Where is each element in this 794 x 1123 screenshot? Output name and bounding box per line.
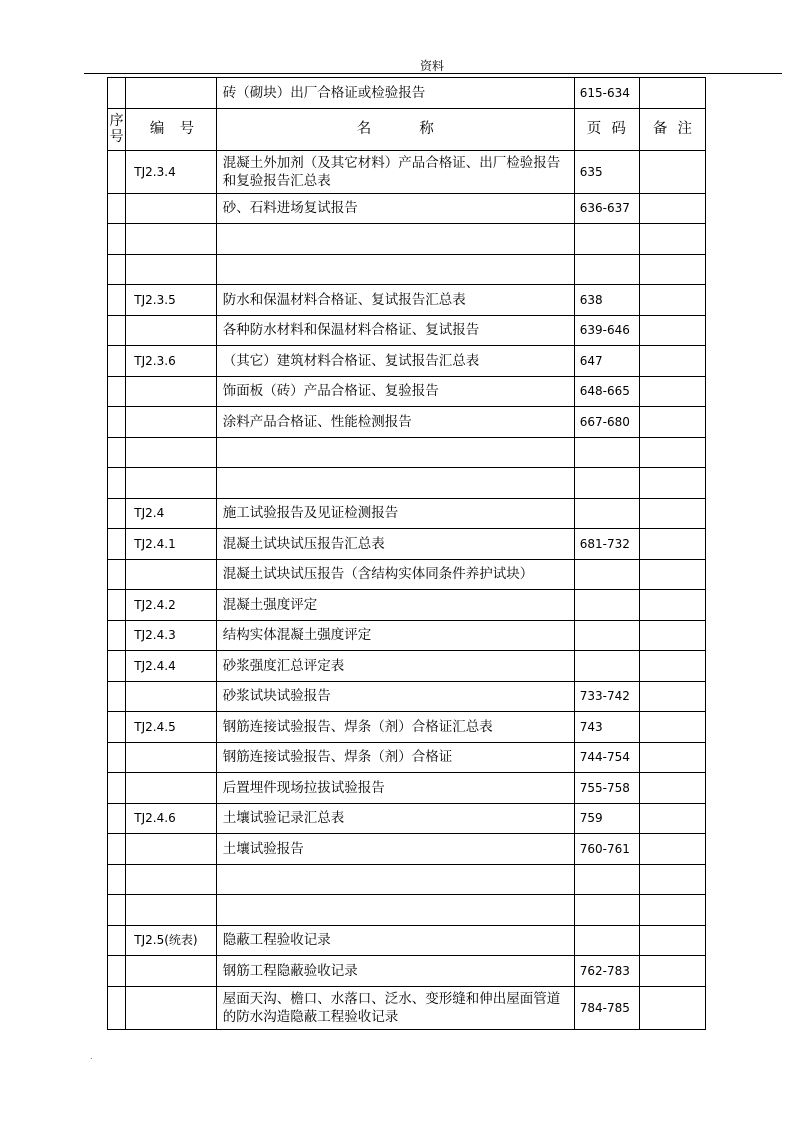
- note-cell: [639, 742, 705, 773]
- name-cell: [216, 224, 574, 255]
- table-row: [108, 498, 706, 529]
- seq-cell: [108, 742, 126, 773]
- table-row: [108, 437, 706, 468]
- seq-cell: [108, 78, 126, 109]
- name-cell: 结构实体混凝土强度评定: [216, 620, 574, 651]
- code-cell: [126, 376, 217, 407]
- table-body: [108, 78, 706, 1030]
- seq-cell: [108, 559, 126, 590]
- header-seq-line2: 号: [109, 129, 124, 145]
- table-row: [108, 346, 706, 377]
- table-row-top: [108, 78, 706, 109]
- note-cell: [639, 712, 705, 743]
- seq-cell: [108, 590, 126, 621]
- header-name-b: 称: [419, 121, 434, 137]
- table-row: [108, 529, 706, 560]
- code-cell: [126, 315, 217, 346]
- name-cell: [216, 437, 574, 468]
- note-cell: [639, 681, 705, 712]
- table-row: [108, 559, 706, 590]
- name-cell: [216, 468, 574, 499]
- code-cell: TJ2.5(统表): [126, 925, 217, 956]
- note-cell: [639, 315, 705, 346]
- seq-cell: [108, 925, 126, 956]
- table-header-row: [108, 108, 706, 150]
- seq-cell: [108, 437, 126, 468]
- seq-cell: [108, 150, 126, 193]
- header-note: [639, 108, 705, 150]
- page-cell: [574, 559, 639, 590]
- name-cell: 土壤试验记录汇总表: [216, 803, 574, 834]
- table-row: [108, 712, 706, 743]
- page-cell: [574, 620, 639, 651]
- code-cell: [126, 986, 217, 1029]
- seq-cell: [108, 956, 126, 987]
- note-cell: [639, 193, 705, 224]
- table-row: [108, 742, 706, 773]
- header-code: [126, 108, 217, 150]
- note-cell: [639, 559, 705, 590]
- name-cell: 隐蔽工程验收记录: [216, 925, 574, 956]
- name-cell: 钢筋连接试验报告、焊条（剂）合格证: [216, 742, 574, 773]
- code-cell: [126, 78, 217, 109]
- table-row: [108, 193, 706, 224]
- name-cell: [216, 895, 574, 926]
- note-cell: [639, 346, 705, 377]
- name-cell: 混凝土试块试压报告汇总表: [216, 529, 574, 560]
- name-cell: 砖（砌块）出厂合格证或检验报告: [216, 78, 574, 109]
- code-cell: [126, 742, 217, 773]
- seq-cell: [108, 498, 126, 529]
- seq-cell: [108, 285, 126, 316]
- name-cell: 土壤试验报告: [216, 834, 574, 865]
- header-page-b: 码: [611, 121, 626, 137]
- table-row: [108, 620, 706, 651]
- table-row: [108, 681, 706, 712]
- table-row: [108, 315, 706, 346]
- code-cell: [126, 254, 217, 285]
- table-row: [108, 864, 706, 895]
- note-cell: [639, 834, 705, 865]
- page-cell: 744-754: [574, 742, 639, 773]
- code-cell: [126, 437, 217, 468]
- name-cell: 屋面天沟、檐口、水落口、泛水、变形缝和伸出屋面管道的防水沟造隐蔽工程验收记录: [216, 986, 574, 1029]
- note-cell: [639, 651, 705, 682]
- table-row: [108, 468, 706, 499]
- code-cell: [126, 224, 217, 255]
- table-row: [108, 407, 706, 438]
- code-cell: TJ2.4.5: [126, 712, 217, 743]
- page-cell: 647: [574, 346, 639, 377]
- name-cell: 后置埋件现场拉拔试验报告: [216, 773, 574, 804]
- name-cell: 砂浆试块试验报告: [216, 681, 574, 712]
- page-cell: [574, 468, 639, 499]
- code-cell: [126, 468, 217, 499]
- header-code-a: 编: [149, 121, 165, 137]
- header-page: [574, 108, 639, 150]
- page-cell: 681-732: [574, 529, 639, 560]
- note-cell: [639, 956, 705, 987]
- code-cell: TJ2.4: [126, 498, 217, 529]
- seq-cell: [108, 468, 126, 499]
- footer-mark: .: [90, 1052, 93, 1061]
- note-cell: [639, 925, 705, 956]
- code-cell: [126, 834, 217, 865]
- code-cell: [126, 864, 217, 895]
- name-cell: 钢筋工程隐蔽验收记录: [216, 956, 574, 987]
- table-row: [108, 895, 706, 926]
- page-cell: 784-785: [574, 986, 639, 1029]
- name-cell: （其它）建筑材料合格证、复试报告汇总表: [216, 346, 574, 377]
- table-row: [108, 925, 706, 956]
- name-cell: [216, 864, 574, 895]
- header-rule: [84, 73, 782, 74]
- document-index-table: [107, 77, 706, 1030]
- code-cell: TJ2.4.3: [126, 620, 217, 651]
- page-cell: [574, 254, 639, 285]
- note-cell: [639, 986, 705, 1029]
- header-note-b: 注: [677, 121, 692, 137]
- table-row: [108, 590, 706, 621]
- note-cell: [639, 285, 705, 316]
- name-cell: 涂料产品合格证、性能检测报告: [216, 407, 574, 438]
- table-row: [108, 986, 706, 1029]
- note-cell: [639, 529, 705, 560]
- table-row: [108, 376, 706, 407]
- seq-cell: [108, 681, 126, 712]
- table-row: [108, 803, 706, 834]
- header-seq-line1: 序: [109, 113, 124, 129]
- table-row: [108, 150, 706, 193]
- seq-cell: [108, 254, 126, 285]
- page-cell: [574, 925, 639, 956]
- seq-cell: [108, 803, 126, 834]
- seq-cell: [108, 895, 126, 926]
- code-cell: [126, 193, 217, 224]
- note-cell: [639, 803, 705, 834]
- name-cell: 混凝土试块试压报告（含结构实体同条件养护试块）: [216, 559, 574, 590]
- page-cell: 638: [574, 285, 639, 316]
- table-row: [108, 224, 706, 255]
- header-code-b: 号: [179, 121, 195, 137]
- page-cell: 635: [574, 150, 639, 193]
- seq-cell: [108, 346, 126, 377]
- seq-cell: [108, 712, 126, 743]
- table-row: [108, 834, 706, 865]
- table-row: [108, 651, 706, 682]
- page-cell: 639-646: [574, 315, 639, 346]
- note-cell: [639, 620, 705, 651]
- seq-cell: [108, 986, 126, 1029]
- note-cell: [639, 590, 705, 621]
- note-cell: [639, 224, 705, 255]
- code-cell: TJ2.4.2: [126, 590, 217, 621]
- note-cell: [639, 254, 705, 285]
- seq-cell: [108, 529, 126, 560]
- code-cell: TJ2.3.5: [126, 285, 217, 316]
- note-cell: [639, 376, 705, 407]
- code-cell: [126, 956, 217, 987]
- header-name-a: 名: [356, 121, 372, 137]
- table-row: [108, 956, 706, 987]
- code-cell: TJ2.4.1: [126, 529, 217, 560]
- name-cell: [216, 254, 574, 285]
- page-cell: [574, 895, 639, 926]
- page-cell: 615-634: [574, 78, 639, 109]
- code-cell: [126, 681, 217, 712]
- table-row: [108, 254, 706, 285]
- table-row: [108, 285, 706, 316]
- note-cell: [639, 437, 705, 468]
- note-cell: [639, 864, 705, 895]
- code-cell: TJ2.3.6: [126, 346, 217, 377]
- seq-cell: [108, 193, 126, 224]
- name-cell: 钢筋连接试验报告、焊条（剂）合格证汇总表: [216, 712, 574, 743]
- code-cell: TJ2.4.4: [126, 651, 217, 682]
- seq-cell: [108, 864, 126, 895]
- note-cell: [639, 498, 705, 529]
- seq-cell: [108, 376, 126, 407]
- code-cell: [126, 407, 217, 438]
- page-cell: 667-680: [574, 407, 639, 438]
- page-cell: 755-758: [574, 773, 639, 804]
- name-cell: 混凝土强度评定: [216, 590, 574, 621]
- code-cell: [126, 559, 217, 590]
- code-cell: [126, 895, 217, 926]
- page-cell: [574, 590, 639, 621]
- seq-cell: [108, 315, 126, 346]
- page-header-label: 资料: [419, 59, 444, 73]
- page-cell: [574, 864, 639, 895]
- code-cell: TJ2.3.4: [126, 150, 217, 193]
- page-cell: 759: [574, 803, 639, 834]
- table-row: [108, 773, 706, 804]
- header-page-a: 页: [586, 121, 602, 137]
- name-cell: 防水和保温材料合格证、复试报告汇总表: [216, 285, 574, 316]
- name-cell: 施工试验报告及见证检测报告: [216, 498, 574, 529]
- page-cell: 743: [574, 712, 639, 743]
- name-cell: 各种防水材料和保温材料合格证、复试报告: [216, 315, 574, 346]
- name-cell: 砂浆强度汇总评定表: [216, 651, 574, 682]
- page-cell: [574, 224, 639, 255]
- note-cell: [639, 407, 705, 438]
- note-cell: [639, 78, 705, 109]
- seq-cell: [108, 834, 126, 865]
- code-cell: [126, 773, 217, 804]
- seq-cell: [108, 651, 126, 682]
- name-cell: 混凝土外加剂（及其它材料）产品合格证、出厂检验报告和复验报告汇总表: [216, 150, 574, 193]
- page-cell: [574, 437, 639, 468]
- header-note-a: 备: [652, 121, 668, 137]
- seq-cell: [108, 773, 126, 804]
- page-cell: 648-665: [574, 376, 639, 407]
- header-name: [216, 108, 574, 150]
- seq-cell: [108, 224, 126, 255]
- name-cell: 饰面板（砖）产品合格证、复验报告: [216, 376, 574, 407]
- page-cell: 733-742: [574, 681, 639, 712]
- page-cell: 636-637: [574, 193, 639, 224]
- page-cell: [574, 651, 639, 682]
- note-cell: [639, 895, 705, 926]
- page-cell: 760-761: [574, 834, 639, 865]
- page-cell: [574, 498, 639, 529]
- note-cell: [639, 773, 705, 804]
- header-seq: [108, 108, 126, 150]
- seq-cell: [108, 620, 126, 651]
- note-cell: [639, 150, 705, 193]
- page-cell: 762-783: [574, 956, 639, 987]
- code-cell: TJ2.4.6: [126, 803, 217, 834]
- seq-cell: [108, 407, 126, 438]
- note-cell: [639, 468, 705, 499]
- name-cell: 砂、石料进场复试报告: [216, 193, 574, 224]
